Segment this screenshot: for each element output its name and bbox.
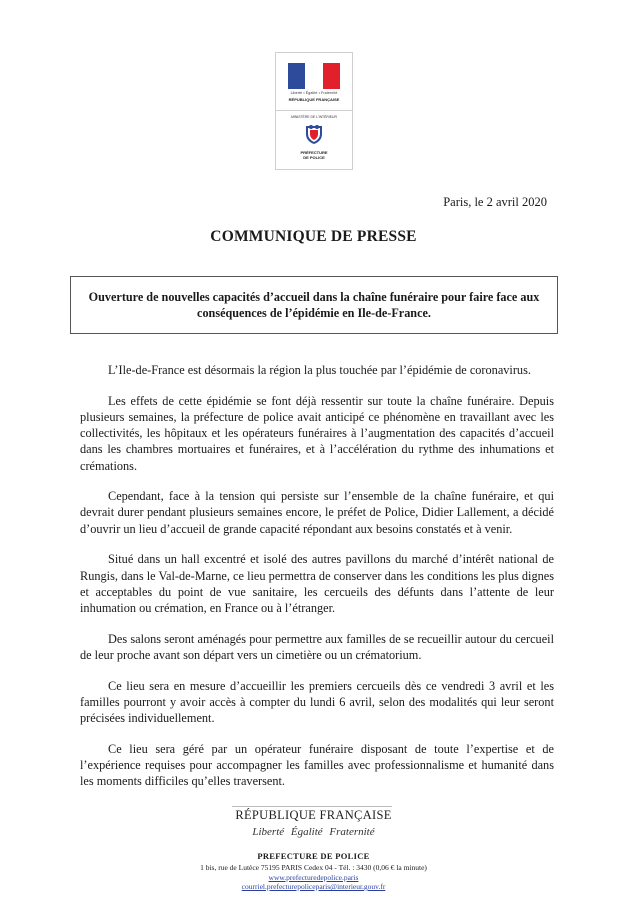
- paragraph: Des salons seront aménagés pour permettre aux familles de se recueillir autour du cercueil de leur proche avant son départ vers un cimetière ou un crématorium.: [80, 631, 554, 662]
- paragraph: Ce lieu sera géré par un opérateur funéraire disposant de toute l’expertise et de l’expérience requises pour accompagner les familles avec professionnalisme et humanité dans les moments difficiles qu’elles traversent.: [80, 741, 554, 789]
- body-text: [80, 362, 554, 804]
- document-title: COMMUNIQUE DE PRESSE: [210, 228, 417, 245]
- tricolor-flag-icon: [288, 63, 340, 89]
- footer-motto: Liberté Égalité Fraternité: [252, 826, 375, 838]
- paragraph: Cependant, face à la tension qui persiste sur l’ensemble de la chaîne funéraire, et qui devrait durer pendant plusieurs semaines encore, le préfet de Police, Didier Lallement, a décidé d’ouvrir un lieu d’accueil de grande capacité répondant aux besoins constatés et à venir.: [80, 489, 554, 536]
- police-emblem-icon: [302, 122, 326, 146]
- marianne-logo: [276, 53, 352, 111]
- prefecture-logo: [276, 111, 352, 169]
- headline-line-1: Ouverture de nouvelles capacités d’accueil dans la chaîne funéraire pour faire face aux: [88, 290, 540, 304]
- paragraph: Ce lieu sera en mesure d’accueillir les premiers cercueils dès ce vendredi 3 avril et les familles pourront y avoir accès à compter du lundi 6 avril, selon des modalités qui leur seront précisées individuellement.: [80, 678, 554, 725]
- paragraph: L’Ile-de-France est désormais la région la plus touchée par l’épidémie de coronavirus.: [108, 363, 531, 377]
- footer-republique: RÉPUBLIQUE FRANÇAISE: [235, 808, 392, 822]
- logo-prefecture-line1: PRÉFECTURE: [300, 150, 328, 155]
- footer-prefecture: PREFECTURE DE POLICE: [257, 851, 370, 861]
- logo-ministere: MINISTÈRE DE L'INTÉRIEUR: [291, 115, 337, 119]
- footer-address: 1 bis, rue de Lutèce 75195 PARIS Cedex 04 - Tél. : 3430 (0,06 € la minute): [200, 863, 427, 872]
- dateline: Paris, le 2 avril 2020: [443, 195, 547, 209]
- logo-motto: Liberté • Égalité • Fraternité: [290, 91, 338, 95]
- footer-website-link[interactable]: www.prefecturedepolice.paris: [268, 873, 359, 882]
- paragraph: Situé dans un hall excentré et isolé des autres pavillons du marché d’intérêt national de Rungis, dans le Val-de-Marne, ce lieu permettra de conserver dans les conditions les plus dignes et acceptables du point de vue sanitaire, les cercueils des défunts dans l’attente de leur inhumation ou crémation, en France ou à l’étranger.: [80, 552, 554, 615]
- paragraph: Les effets de cette épidémie se font déjà ressentir sur toute la chaîne funéraire. Depuis plusieurs semaines, la préfecture de police avait anticipé ce phénomène en travaillant avec les collectivités, les hôpitaux et les opérateurs funéraires à l’augmentation des capacités d’accueil dans les chambres mortuaires et funéraires, et à l’accélération du rythme des inhumations et crémations.: [80, 393, 554, 473]
- footer-email-link[interactable]: courriel.prefecturepoliceparis@interieur.gouv.fr: [241, 882, 386, 891]
- official-logo-block: [275, 52, 353, 170]
- footer-divider: [232, 806, 392, 807]
- headline-line-2: conséquences de l’épidémie en Ile-de-France.: [197, 306, 431, 320]
- logo-prefecture-line2: DE POLICE: [303, 155, 325, 160]
- logo-republique: RÉPUBLIQUE FRANÇAISE: [288, 97, 340, 102]
- logo-prefecture-label: [276, 150, 352, 160]
- headline-box: [70, 276, 558, 334]
- headline-text: [89, 289, 540, 321]
